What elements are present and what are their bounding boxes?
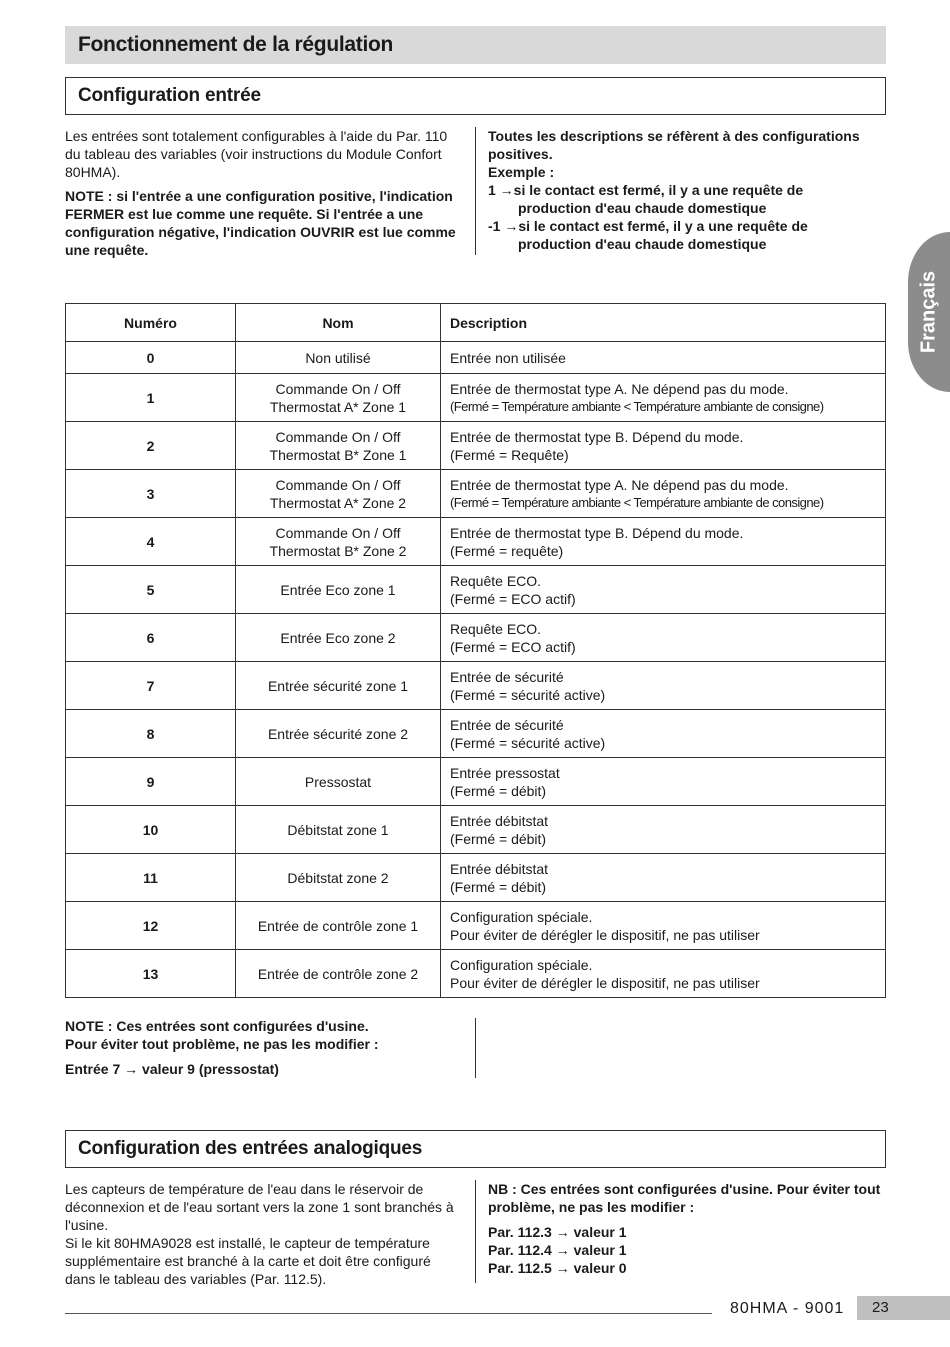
- table-row: [66, 614, 886, 662]
- cell-description: [441, 470, 886, 518]
- cell-description: [441, 518, 886, 566]
- cell-numero: 12: [66, 902, 236, 950]
- cell-nom: Débitstat zone 2: [236, 854, 441, 902]
- table-header-row: [66, 304, 886, 342]
- intro-paragraph: Les entrées sont totalement configurables à l'aide du Par. 110 du tableau des variables (voir instructions du Module Confort 80HMA).: [65, 128, 448, 180]
- column-divider: [475, 1180, 476, 1283]
- cell-desc-line2: (Fermé = requête): [450, 542, 564, 559]
- cell-description: [441, 854, 886, 902]
- cell-numero: 13: [66, 950, 236, 998]
- factory-note-line2: Pour éviter tout problème, ne pas les modifier :: [65, 1036, 379, 1052]
- header-numero: Numéro: [66, 304, 236, 342]
- analog-nb: NB : Ces entrées sont configurées d'usine. Pour éviter tout problème, ne pas les modifier :: [488, 1181, 881, 1215]
- cell-desc-line2: Pour éviter de dérégler le dispositif, ne pas utiliser: [450, 926, 760, 943]
- cell-desc-line1: Entrée de thermostat type B. Dépend du mode.: [450, 524, 744, 541]
- table-row: [66, 566, 886, 614]
- cell-nom: Entrée sécurité zone 2: [236, 710, 441, 758]
- table-row: [66, 902, 886, 950]
- language-tab: [908, 232, 950, 392]
- factory-note: [65, 1017, 465, 1078]
- cell-desc-line1: Entrée de thermostat type A. Ne dépend pas du mode.: [450, 476, 789, 493]
- cell-description: [441, 566, 886, 614]
- table-row: [66, 422, 886, 470]
- cell-desc-line2: (Fermé = ECO actif): [450, 590, 576, 607]
- table-row: [66, 950, 886, 998]
- cell-nom-line1: Commande On / Off: [275, 380, 401, 397]
- cell-nom-line1: Commande On / Off: [275, 476, 401, 493]
- cell-nom: Pressostat: [236, 758, 441, 806]
- table-row: [66, 710, 886, 758]
- intro-left-column: [65, 127, 465, 265]
- cell-numero: 3: [66, 470, 236, 518]
- column-divider: [475, 127, 476, 255]
- cell-nom-line2: Thermostat A* Zone 1: [269, 398, 407, 415]
- column-divider: [475, 1018, 476, 1078]
- cell-desc-line1: Entrée de sécurité: [450, 668, 564, 685]
- cell-desc-line2: Pour éviter de dérégler le dispositif, ne pas utiliser: [450, 974, 760, 991]
- cell-numero: 6: [66, 614, 236, 662]
- table-row: [66, 518, 886, 566]
- analog-paragraph-1: Les capteurs de température de l'eau dans le réservoir de déconnexion et de l'eau sortant vers la zone 1 sont branchés à l'usine.: [65, 1181, 454, 1233]
- section-config-entree: [65, 77, 886, 115]
- table-row: [66, 662, 886, 710]
- analog-par-3: Par. 112.5 → valeur 0: [488, 1260, 627, 1276]
- cell-desc-line1: Entrée débitstat: [450, 812, 549, 829]
- cell-desc-line1: Entrée de sécurité: [450, 716, 564, 733]
- page-number: 23: [872, 1299, 889, 1316]
- table-row: [66, 806, 886, 854]
- cell-nom: [236, 374, 441, 422]
- cell-nom: Entrée de contrôle zone 2: [236, 950, 441, 998]
- table-row: [66, 342, 886, 374]
- example-2: -1 →si le contact est fermé, il y a une requête de: [488, 218, 808, 234]
- cell-desc-line1: Entrée de thermostat type A. Ne dépend pas du mode.: [450, 380, 789, 397]
- cell-description: [441, 614, 886, 662]
- cell-desc-line2: (Fermé = sécurité active): [450, 734, 606, 751]
- table-row: [66, 854, 886, 902]
- cell-description: [441, 374, 886, 422]
- cell-description: [441, 758, 886, 806]
- cell-description: [441, 806, 886, 854]
- cell-numero: 10: [66, 806, 236, 854]
- header-nom: Nom: [236, 304, 441, 342]
- analog-paragraph-2: Si le kit 80HMA9028 est installé, le capteur de température supplémentaire est branché à la carte et doit être configuré dans le tableau des variables (Par. 112.5).: [65, 1235, 431, 1287]
- section-config-analogiques: [65, 1130, 886, 1168]
- cell-numero: 0: [66, 342, 236, 374]
- cell-numero: 4: [66, 518, 236, 566]
- table-row: [66, 470, 886, 518]
- page-number-box: [857, 1296, 950, 1320]
- cell-desc-line2: (Fermé = débit): [450, 830, 547, 847]
- language-tab-label: Français: [917, 270, 940, 354]
- cell-description: [441, 902, 886, 950]
- cell-numero: 2: [66, 422, 236, 470]
- section-title: Configuration entrée: [78, 85, 261, 106]
- cell-nom-line2: Thermostat B* Zone 1: [269, 446, 407, 463]
- inputs-table: [65, 303, 886, 998]
- factory-note-line3: Entrée 7 → valeur 9 (pressostat): [65, 1061, 279, 1077]
- cell-desc-line2: (Fermé = sécurité active): [450, 686, 606, 703]
- section-title: Configuration des entrées analogiques: [78, 1138, 423, 1159]
- cell-desc-line1: Entrée de thermostat type B. Dépend du mode.: [450, 428, 744, 445]
- header-description: Description: [441, 304, 886, 342]
- cell-desc-line1: Entrée débitstat: [450, 860, 549, 877]
- cell-nom: Non utilisé: [236, 342, 441, 374]
- example-1-cont: production d'eau chaude domestique: [518, 200, 767, 216]
- cell-desc-line1: Configuration spéciale.: [450, 956, 593, 973]
- cell-description: [441, 950, 886, 998]
- cell-nom: [236, 422, 441, 470]
- cell-numero: 11: [66, 854, 236, 902]
- cell-nom: Entrée de contrôle zone 1: [236, 902, 441, 950]
- cell-desc-line2: (Fermé = Requête): [450, 446, 569, 463]
- cell-nom: [236, 518, 441, 566]
- cell-desc-line1: Entrée pressostat: [450, 764, 560, 781]
- analog-par-1: Par. 112.3 → valeur 1: [488, 1224, 627, 1240]
- cell-desc-line1: Configuration spéciale.: [450, 908, 593, 925]
- analog-par-2: Par. 112.4 → valeur 1: [488, 1242, 627, 1258]
- cell-numero: 1: [66, 374, 236, 422]
- cell-numero: 7: [66, 662, 236, 710]
- example-2-cont: production d'eau chaude domestique: [518, 236, 767, 252]
- cell-description: [441, 662, 886, 710]
- cell-nom-line1: Commande On / Off: [275, 428, 401, 445]
- analog-right-column: [488, 1180, 883, 1277]
- descriptions-note: Toutes les descriptions se réfèrent à des configurations positives.: [488, 128, 860, 162]
- cell-nom: Entrée Eco zone 2: [236, 614, 441, 662]
- footer-reference: 80HMA - 9001: [730, 1300, 845, 1317]
- cell-description: [441, 422, 886, 470]
- footer-rule: [65, 1313, 712, 1314]
- cell-nom: Entrée sécurité zone 1: [236, 662, 441, 710]
- factory-note-line1: NOTE : Ces entrées sont configurées d'usine.: [65, 1018, 369, 1034]
- cell-nom: [236, 470, 441, 518]
- cell-desc-line1: Requête ECO.: [450, 572, 542, 589]
- cell-description: Entrée non utilisée: [441, 342, 886, 374]
- cell-desc-line2: (Fermé = Température ambiante < Température ambiante de consigne): [450, 398, 824, 414]
- cell-numero: 8: [66, 710, 236, 758]
- cell-desc-line1: Requête ECO.: [450, 620, 542, 637]
- example-1: 1 →si le contact est fermé, il y a une requête de: [488, 182, 804, 198]
- page-title-bar: [65, 26, 886, 64]
- cell-nom-line2: Thermostat B* Zone 2: [269, 542, 407, 559]
- intro-right-column: [488, 127, 883, 253]
- table-row: [66, 758, 886, 806]
- cell-numero: 9: [66, 758, 236, 806]
- cell-description: [441, 710, 886, 758]
- analog-left-column: [65, 1180, 465, 1288]
- cell-desc-line2: (Fermé = débit): [450, 782, 547, 799]
- table-row: [66, 374, 886, 422]
- example-label: Exemple :: [488, 164, 555, 180]
- cell-numero: 5: [66, 566, 236, 614]
- cell-nom: Entrée Eco zone 1: [236, 566, 441, 614]
- cell-nom: Débitstat zone 1: [236, 806, 441, 854]
- cell-desc-line2: (Fermé = débit): [450, 878, 547, 895]
- page-title: Fonctionnement de la régulation: [78, 33, 394, 56]
- cell-nom-line2: Thermostat A* Zone 2: [269, 494, 407, 511]
- cell-desc-line2: (Fermé = Température ambiante < Température ambiante de consigne): [450, 494, 824, 510]
- cell-desc-line2: (Fermé = ECO actif): [450, 638, 576, 655]
- intro-note: NOTE : si l'entrée a une configuration positive, l'indication FERMER est lue comme une requête. Si l'entrée a une configuration négative, l'indication OUVRIR est lue comme une requête.: [65, 188, 456, 258]
- cell-nom-line1: Commande On / Off: [275, 524, 401, 541]
